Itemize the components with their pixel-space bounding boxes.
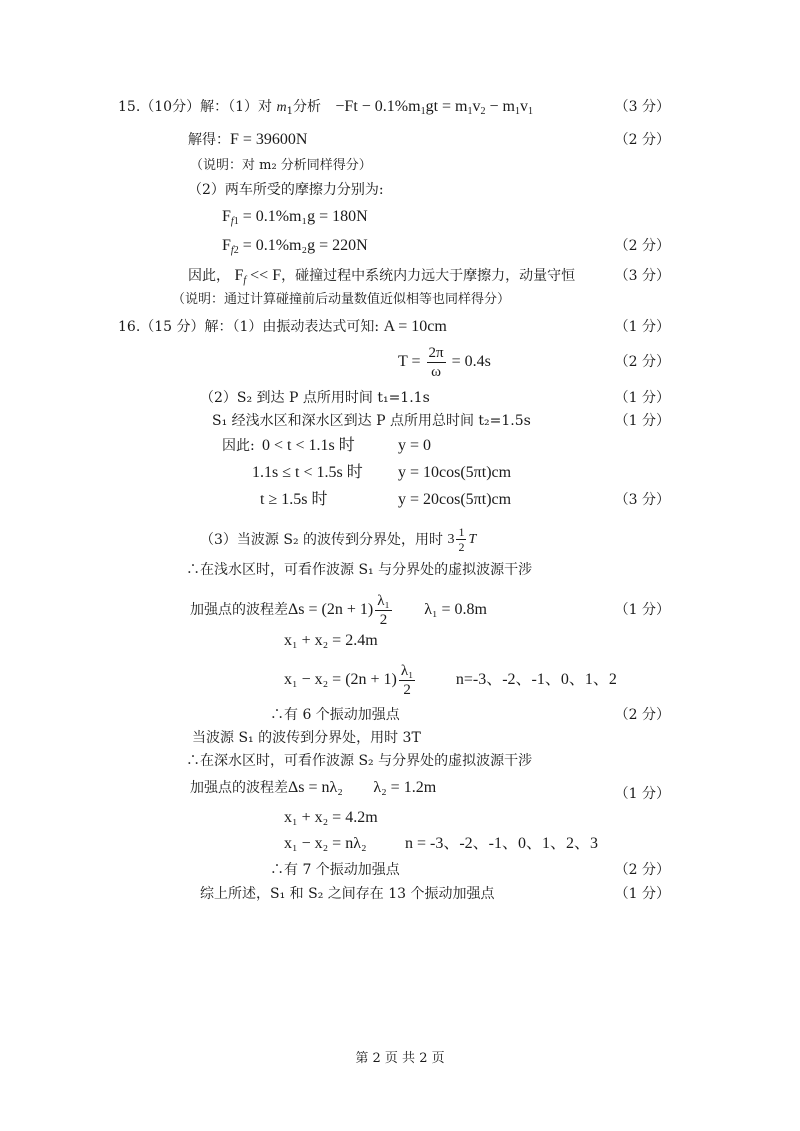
diff-eq-1: x₁ − x₂ = (2n + 1) — [284, 671, 397, 688]
force-result: F = 39600N — [230, 131, 308, 148]
diff-eq-2: x₁ − x₂ = nλ₂ — [284, 835, 367, 852]
friction-2: $F_{f2} = 0.1\%m_2g = 220N$ — [222, 237, 368, 256]
momentum-equation: $-Ft - 0.1\%m_1gt = m_1v_2 - m_1v_1$ — [335, 98, 533, 117]
lambda1-den-2: 2 — [403, 681, 411, 698]
period-fraction — [427, 344, 446, 381]
p2-line-2: S₁ 经浅水区和深水区到达 P 点所用总时间 t₂=1.5s — [212, 413, 531, 429]
p3-text: （3）当波源 S₂ 的波传到分界处，用时 — [200, 532, 444, 548]
score-16-9: （2 分） — [614, 862, 670, 878]
q15-solve — [188, 130, 307, 150]
friction-1: $F_{f1} = 0.1\%m_1g = 180N$ — [222, 208, 368, 227]
case3-condition: t ≥ 1.5s 时 — [260, 491, 328, 508]
deep-line: ∴在深水区时，可看作波源 S₂ 与分界处的虚拟波源干涉 — [186, 753, 533, 769]
eq-rhs: gt = m — [425, 98, 468, 115]
score-16-4: （1 分） — [614, 413, 670, 429]
q15-line-1: 15.（10分）解：（1）对 $m_1$分析 $-Ft - 0.1\%m_1gt = m_1v_2 - m_1v_1$ — [118, 98, 533, 117]
period-num: 2π — [428, 344, 444, 361]
p2-line-1: （2）S₂ 到达 P 点所用时间 t₁=1.1s — [200, 390, 430, 406]
solve-label: 解得： — [188, 132, 230, 148]
lambda1-den: 2 — [379, 611, 388, 628]
lambda1-frac — [375, 592, 392, 629]
q16-header: 16.（15 分）解：（1）由振动表达式可知: — [118, 319, 380, 335]
score-16-3: （1 分） — [614, 390, 670, 406]
score-16-6: （1 分） — [614, 602, 670, 618]
q16-line-1 — [118, 317, 447, 337]
part2-title: （2）两车所受的摩擦力分别为: — [188, 182, 384, 198]
ff1-symbol: F — [222, 208, 231, 225]
score-16-5: （3 分） — [614, 492, 670, 508]
sum-eq-2: x₁ + x₂ = 4.2m — [284, 809, 378, 826]
conclusion-math: $F_f << F$ — [234, 267, 282, 286]
diff-eq-2-line — [284, 834, 598, 854]
analysis-word: 分析 — [292, 99, 321, 115]
mixed-whole: 3 — [447, 532, 455, 547]
shallow-line: ∴在浅水区时，可看作波源 S₁ 与分界处的虚拟波源干涉 — [186, 562, 533, 578]
lambda2-value: λ₂ = 1.2m — [373, 779, 437, 796]
case3-value: y = 20cos(5πt)cm — [398, 491, 512, 508]
count-1: ∴有 6 个振动加强点 — [270, 707, 400, 723]
lambda1-value: λ₁ = 0.8m — [424, 601, 487, 618]
ff2-value: = 0.1%m₂g = 220N — [238, 237, 368, 254]
eq-tail: v — [519, 98, 528, 115]
score-16-1: （1 分） — [614, 319, 670, 335]
conclusion-prefix: 因此， — [188, 268, 230, 284]
period-lhs: T = — [398, 353, 421, 370]
path-diff-eq: Δs = (2n + 1) — [288, 601, 374, 618]
score-16-7: （2 分） — [614, 707, 670, 723]
n-range-1: n=-3、-2、-1、0、1、2 — [455, 671, 617, 688]
note-2: （说明：通过计算碰撞前后动量数值近似相等也同样得分） — [172, 292, 511, 307]
path-diff-line-1 — [190, 590, 487, 630]
score-16-10: （1 分） — [614, 886, 670, 902]
eq-lhs: −Ft − 0.1%m — [335, 98, 421, 115]
amplitude: A = 10cm — [383, 318, 447, 335]
lambda1-frac-2 — [399, 662, 416, 699]
p3-line-1 — [200, 522, 476, 558]
q15-header: 15.（10分）解：（1）对 — [118, 99, 272, 115]
case1-value: y = 0 — [398, 437, 432, 454]
period-equation — [398, 342, 491, 382]
mixed-den: 2 — [458, 540, 465, 555]
page-footer: 第 2 页 共 2 页 — [355, 1051, 445, 1066]
conclusion-text: ，碰撞过程中系统内力远大于摩擦力，动量守恒 — [281, 268, 576, 284]
mixed-fraction — [447, 522, 476, 558]
diff-eq-1-line — [284, 660, 617, 700]
case2-condition: 1.1s ≤ t < 1.5s 时 — [252, 464, 363, 481]
score-15-2: （2 分） — [614, 132, 670, 148]
lambda1-num-2: λ₁ — [400, 662, 414, 679]
q15-conclusion — [188, 266, 575, 286]
period-rhs: = 0.4s — [451, 353, 491, 370]
score-15-1: （3 分） — [614, 99, 670, 115]
score-16-2: （2 分） — [614, 354, 670, 370]
mixed-frac — [456, 525, 466, 554]
case2-value: y = 10cos(5πt)cm — [398, 464, 512, 481]
m1-var: m — [276, 100, 287, 115]
n-range-2: n = -3、-2、-1、0、1、2、3 — [405, 835, 599, 852]
period-den: ω — [431, 363, 441, 380]
ff1-value: = 0.1%m₁g = 180N — [238, 208, 368, 225]
note-1: （说明：对 m₂ 分析同样得分） — [190, 158, 372, 173]
sum-eq-1: x₁ + x₂ = 2.4m — [284, 632, 378, 649]
mixed-t: T — [468, 532, 477, 547]
path-diff-eq-2: Δs = nλ₂ — [288, 779, 343, 796]
s1-line: 当波源 S₁ 的波传到分界处，用时 3T — [192, 730, 421, 746]
therefore-label: 因此: — [222, 438, 255, 454]
mixed-num: 1 — [458, 525, 465, 540]
count-2: ∴有 7 个振动加强点 — [270, 862, 400, 878]
case1-condition: 0 < t < 1.1s 时 — [262, 437, 355, 454]
score-15-3: （2 分） — [614, 238, 670, 254]
score-15-4: （3 分） — [614, 268, 670, 284]
path-diff-line-2 — [190, 778, 436, 798]
summary: 综上所述，S₁ 和 S₂ 之间存在 13 个振动加强点 — [200, 886, 495, 902]
path-diff-label-2: 加强点的波程差 — [190, 780, 288, 796]
lambda1-num: λ₁ — [377, 592, 390, 609]
path-diff-label: 加强点的波程差 — [190, 602, 288, 618]
conclusion-f: F — [234, 267, 244, 284]
score-16-8: （1 分） — [614, 786, 670, 802]
